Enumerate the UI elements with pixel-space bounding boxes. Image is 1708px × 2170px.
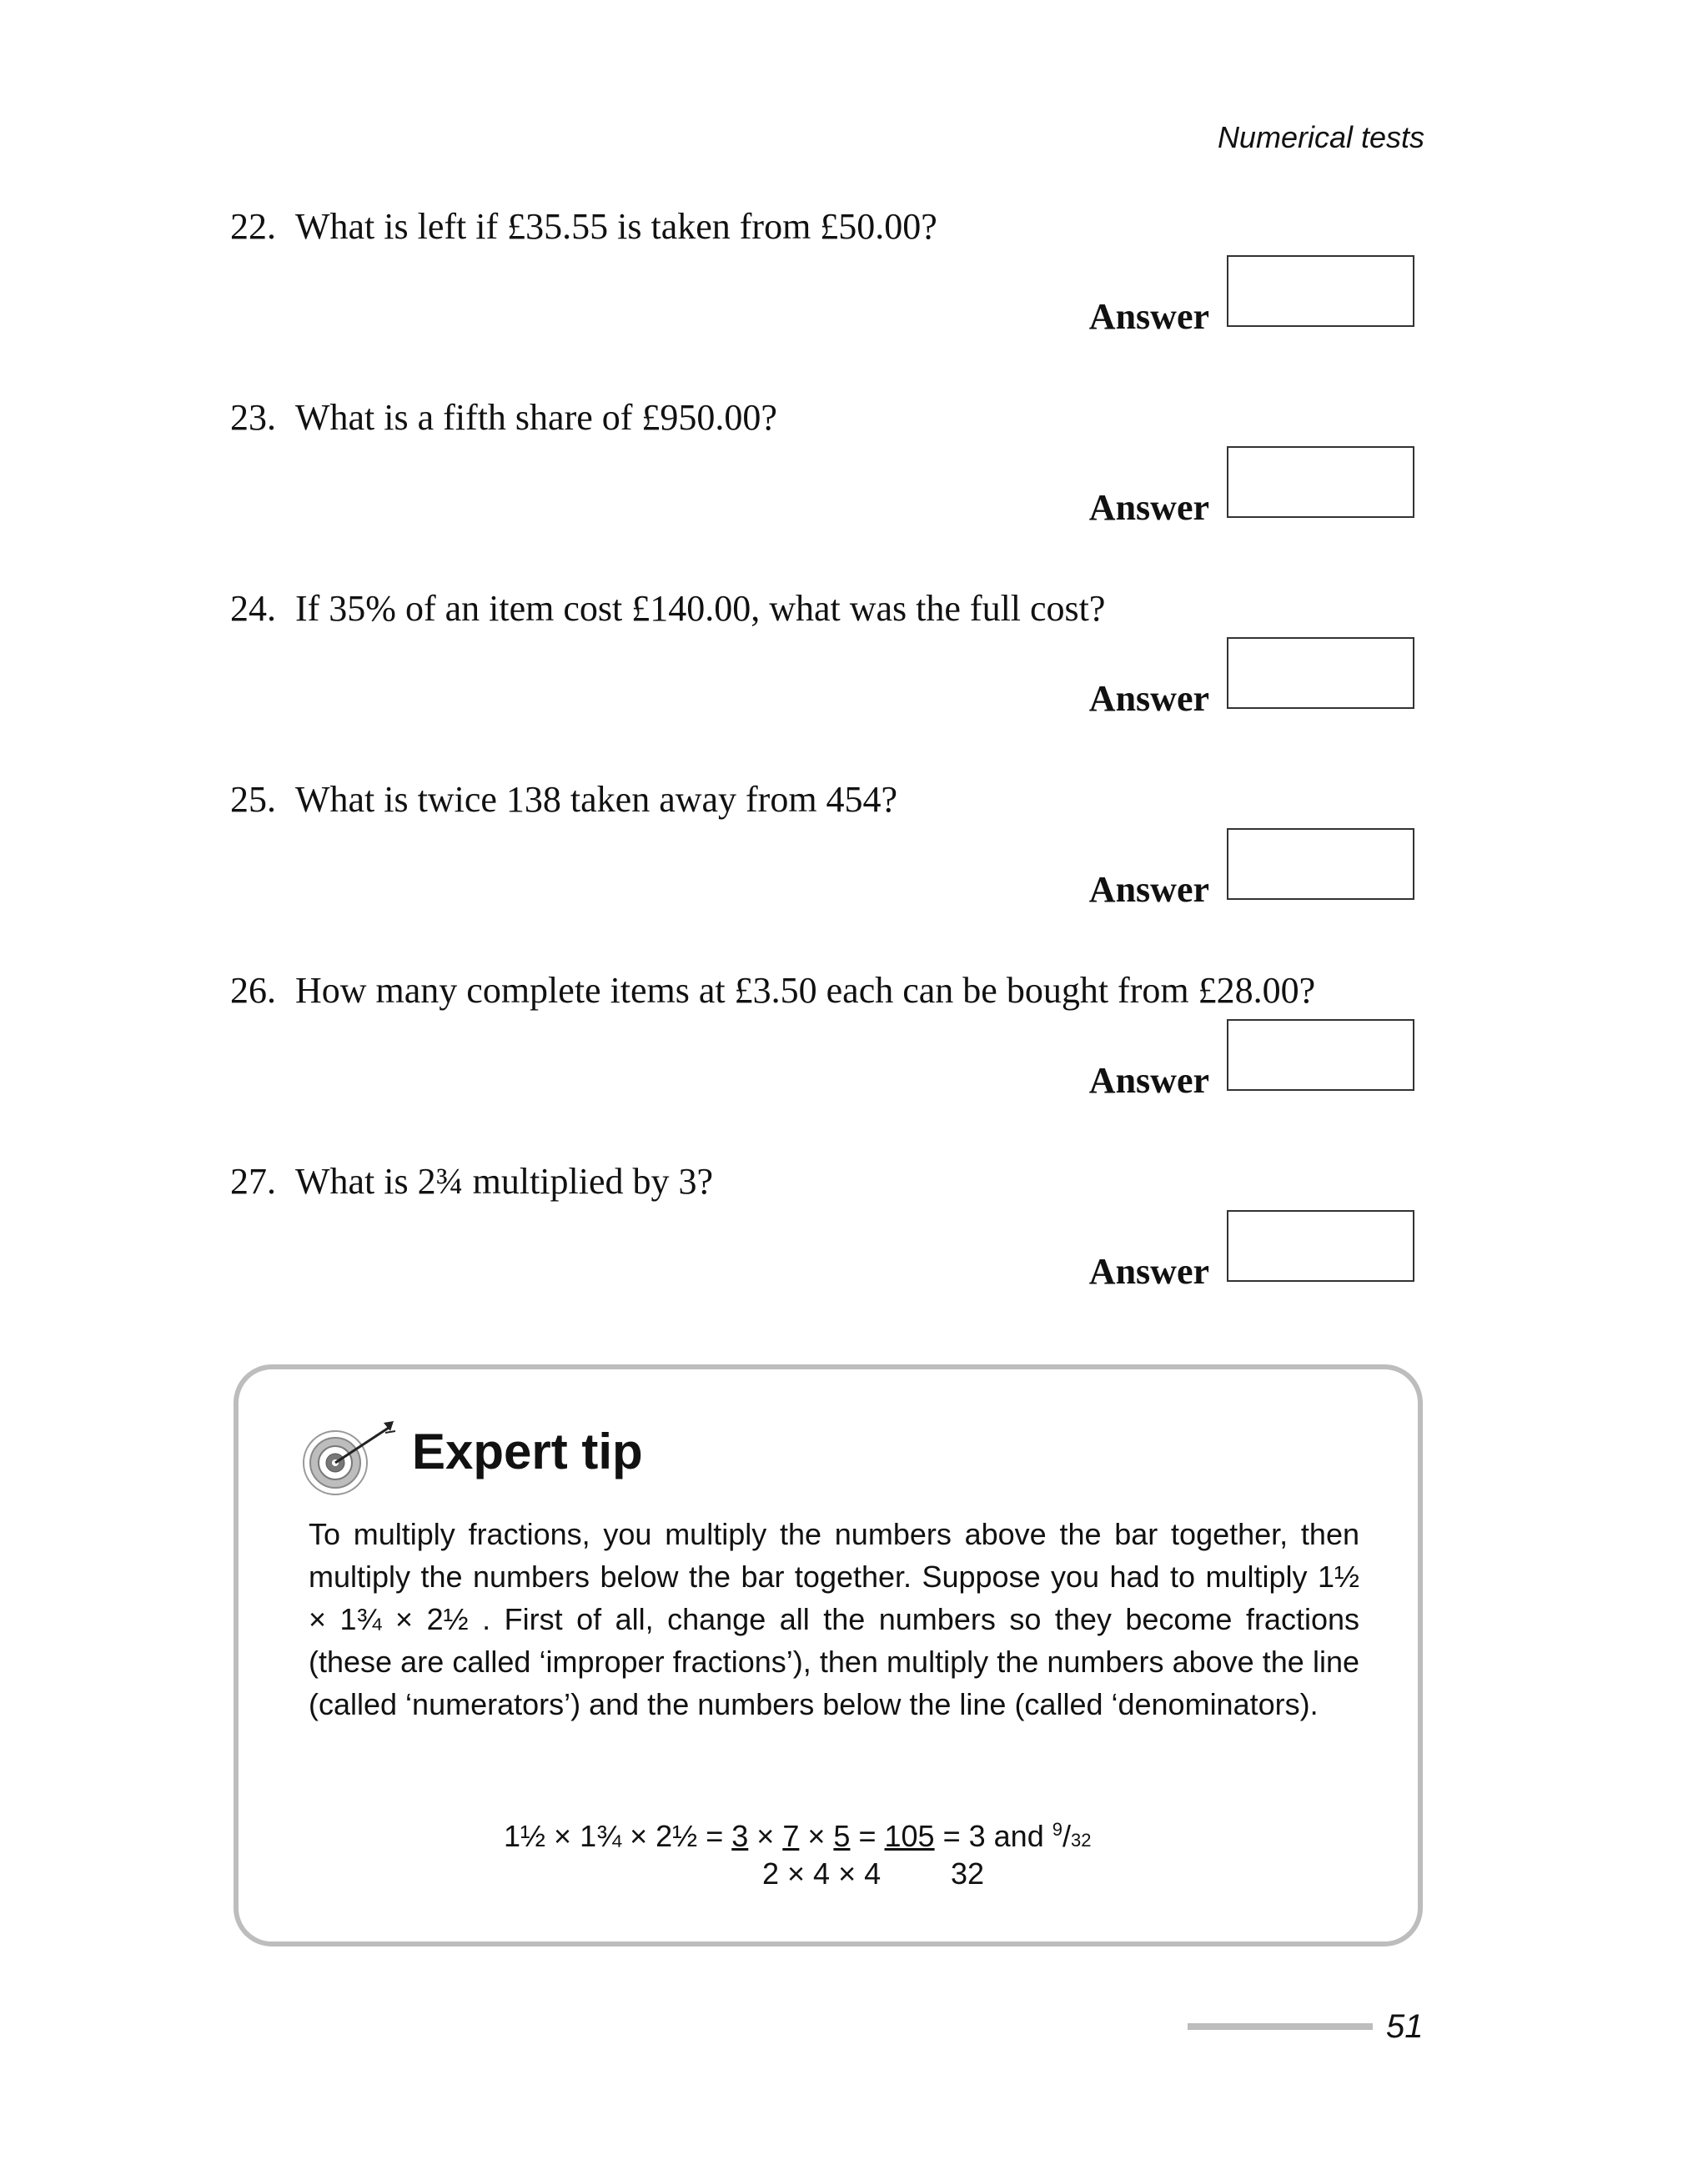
page-number: 51 — [1386, 2008, 1424, 2045]
tip-body: To multiply fractions, you multiply the numbers above the bar together, then multiply the numbers below the bar together. Suppose you had to multiply 1½ × 1¾ × 2½ . First of all, change all the numbers so they become fractions (these are called ‘improper fractions’), then multiply the numbers above the line (called ‘numerators’) and the numbers below the line (called ‘denominators). — [309, 1517, 1359, 1721]
formula-lhs: 1½ × 1¾ × 2½ = — [504, 1819, 724, 1853]
answer-box[interactable] — [1227, 1019, 1414, 1091]
fraction-slash: / — [1062, 1819, 1072, 1853]
formula-denominator-row — [504, 1857, 1092, 1891]
question-number: 25. — [230, 779, 276, 820]
question-prompt: What is 2¾ multiplied by 3? — [295, 1161, 714, 1202]
question-prompt: What is a fifth share of £950.00? — [295, 397, 777, 438]
fraction-numerator: 9 — [1052, 1819, 1062, 1840]
answer-label: Answer — [1088, 1060, 1209, 1101]
denominators: 2 × 4 × 4 — [762, 1856, 882, 1891]
denominator-result: 32 — [951, 1856, 985, 1891]
question-text — [230, 396, 777, 439]
times-sign: × — [807, 1819, 826, 1853]
question-prompt: What is left if £35.55 is taken from £50.00? — [295, 206, 937, 247]
answer-label: Answer — [1088, 296, 1209, 337]
answer-label: Answer — [1088, 678, 1209, 719]
question-prompt: How many complete items at £3.50 each can be bought from £28.00? — [295, 970, 1316, 1011]
question-number: 24. — [230, 588, 276, 629]
answer-box[interactable] — [1227, 255, 1414, 327]
numerator-3: 5 — [833, 1819, 851, 1853]
question-22 — [230, 205, 1481, 355]
question-text — [230, 205, 937, 248]
question-number: 23. — [230, 397, 276, 438]
answer-box[interactable] — [1227, 637, 1414, 709]
numerator-2: 7 — [782, 1819, 800, 1853]
fraction-denominator: 32 — [1071, 1830, 1092, 1851]
footer-rule — [1188, 2023, 1373, 2030]
question-text — [230, 587, 1105, 630]
answer-box[interactable] — [1227, 446, 1414, 518]
question-27 — [230, 1160, 1481, 1310]
question-25 — [230, 778, 1481, 928]
target-icon — [302, 1416, 402, 1499]
answer-label: Answer — [1088, 487, 1209, 528]
question-prompt: If 35% of an item cost £140.00, what was the full cost? — [295, 588, 1106, 629]
equals-sign: = — [858, 1819, 877, 1853]
question-number: 27. — [230, 1161, 276, 1202]
times-sign: × — [756, 1819, 775, 1853]
answer-label: Answer — [1088, 1251, 1209, 1292]
answer-box[interactable] — [1227, 828, 1414, 900]
expert-tip-box — [234, 1364, 1423, 1946]
question-prompt: What is twice 138 taken away from 454? — [295, 779, 898, 820]
tip-title: Expert tip — [412, 1424, 643, 1479]
question-text — [230, 1160, 713, 1203]
formula-numerator-row — [504, 1813, 1092, 1857]
answer-label: Answer — [1088, 869, 1209, 910]
question-24 — [230, 587, 1481, 737]
question-text — [230, 778, 897, 821]
question-26 — [230, 969, 1481, 1119]
question-number: 26. — [230, 970, 276, 1011]
question-23 — [230, 396, 1481, 546]
fraction-formula — [504, 1813, 1092, 1891]
question-number: 22. — [230, 206, 276, 247]
formula-result-text: = 3 and — [942, 1819, 1044, 1853]
numerator-1: 3 — [731, 1819, 749, 1853]
question-text — [230, 969, 1315, 1012]
numerator-result: 105 — [884, 1819, 935, 1853]
running-header: Numerical tests — [1217, 120, 1424, 154]
answer-box[interactable] — [1227, 1210, 1414, 1282]
